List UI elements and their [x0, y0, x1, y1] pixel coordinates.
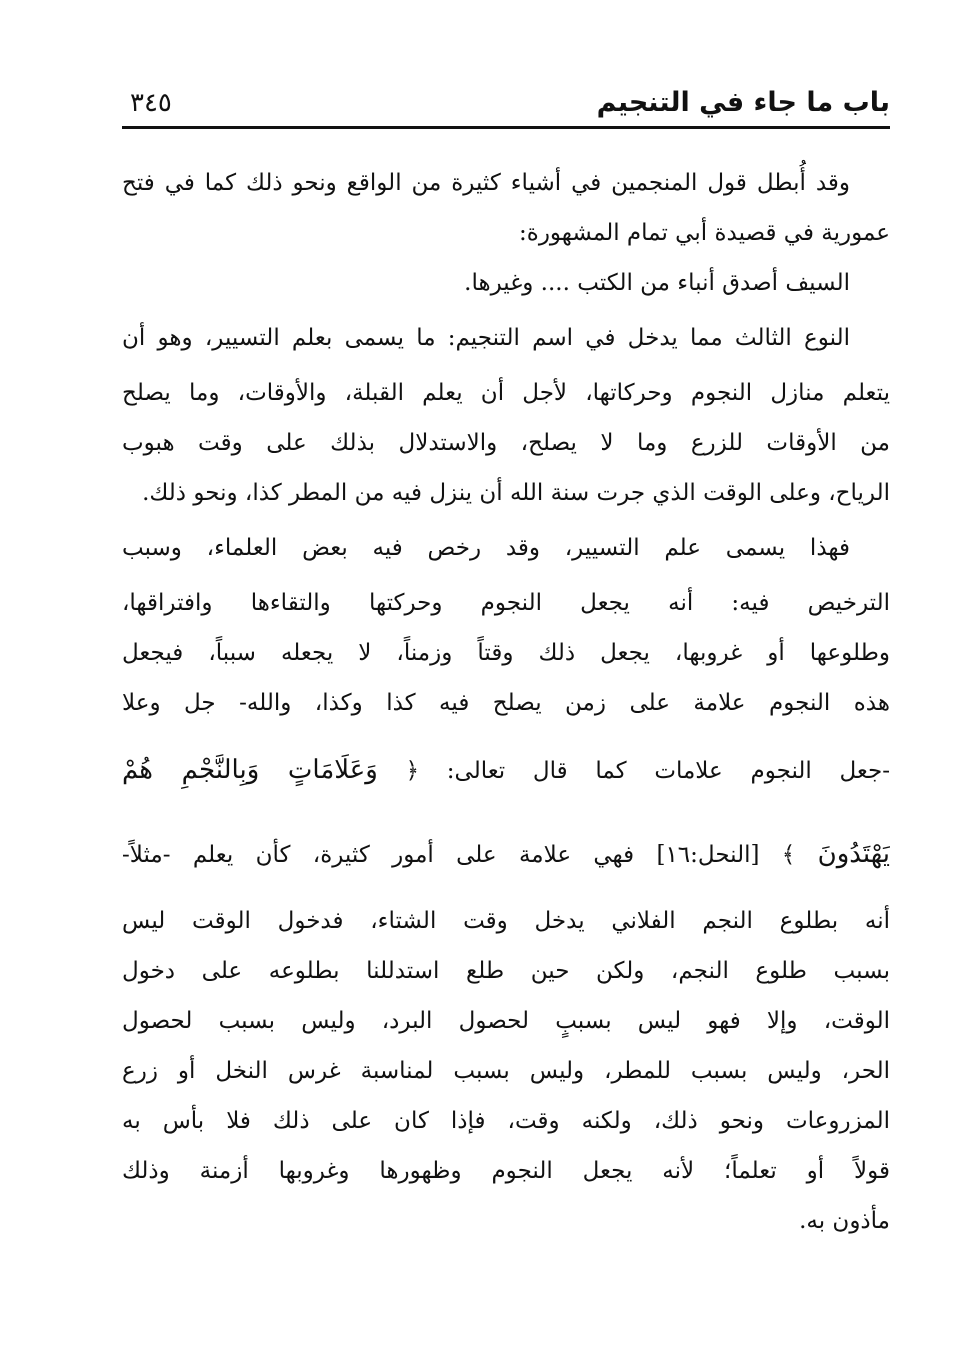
text-line: من الأوقات للزرع وما لا يصلح، والاستدلال بذلك على وقت هبوب: [122, 430, 890, 456]
text-line: يتعلم منازل النجوم وحركاتها، لأجل أن يعلم القبلة، والأوقات، وما يصلح: [122, 380, 890, 406]
text-line: السيف أصدق أنباء من الكتب .... وغيرها.: [464, 270, 850, 296]
text-line: قولاً أو تعلماً؛ لأنه يجعل النجوم وظهورها وغروبها أزمنة وذلك: [122, 1158, 890, 1184]
text-line: الترخيص فيه: أنه يجعل النجوم وحركتها والتقاءها وافتراقها،: [122, 590, 890, 616]
text-line: هذه النجوم علامة على زمن يصلح فيه كذا وكذا، والله- جل وعلا: [122, 690, 890, 716]
text-line: عمورية في قصيدة أبي تمام المشهورة:: [519, 220, 890, 246]
text-segment: -جعل النجوم علامات كما قال تعالى: ﴿: [405, 758, 890, 784]
text-line: الوقت، وإلا فهو ليس بسببٍ لحصول البرد، وليس بسبب لحصول: [122, 1008, 890, 1034]
running-title: باب ما جاء في التنجيم: [596, 87, 890, 118]
page-body: [122, 158, 890, 1246]
text-line-quran-end: [122, 812, 890, 896]
text-line: بسبب طلوع النجم، ولكن حين طلع استدللنا بطلوعه على دخول: [122, 958, 890, 984]
quran-verse-text: وَعَلَامَاتٍ وَبِالنَّجْمِ هُمْ: [122, 755, 378, 785]
text-line: أنه بطلوع النجم الفلاني يدخل وقت الشتاء، فدخول الوقت ليس: [122, 908, 890, 934]
text-line: مأذون به.: [799, 1208, 890, 1234]
quran-verse-text: يَهْتَدُونَ: [817, 839, 890, 869]
text-line: الحر، وليس بسبب للمطر، وليس بسبب لمناسبة غرس النخل أو زرع: [122, 1058, 890, 1084]
text-line: المزروعات ونحو ذلك، ولكنه وقت، فإذا كان على ذلك فلا بأس به: [122, 1108, 890, 1134]
text-line: وطلوعها أو غروبها، يجعل ذلك وقتاً وزمناً، لا يجعله سبباً، فيجعل: [122, 640, 890, 666]
text-line: الرياح، وعلى الوقت الذي جرت سنة الله أن ينزل فيه من المطر كذا، ونحو ذلك.: [142, 480, 890, 506]
page-number: ٣٤٥: [130, 88, 172, 118]
text-segment: ﴾ [النحل:١٦] فهي علامة على أمور كثيرة، كأن يعلم -مثلاً-: [122, 842, 796, 868]
text-line: وقد أُبطل قول المنجمين في أشياء كثيرة من الواقع ونحو ذلك كما في فتح: [122, 170, 850, 196]
text-line-quran-start: [122, 728, 890, 812]
page-header: [122, 86, 890, 124]
text-line: النوع الثالث مما يدخل في اسم التنجيم: ما يسمى بعلم التسيير، وهو أن: [122, 325, 850, 351]
header-rule: [122, 126, 890, 129]
text-line: فهذا يسمى علم التسيير، وقد رخص فيه بعض العلماء، وسبب: [122, 535, 850, 561]
